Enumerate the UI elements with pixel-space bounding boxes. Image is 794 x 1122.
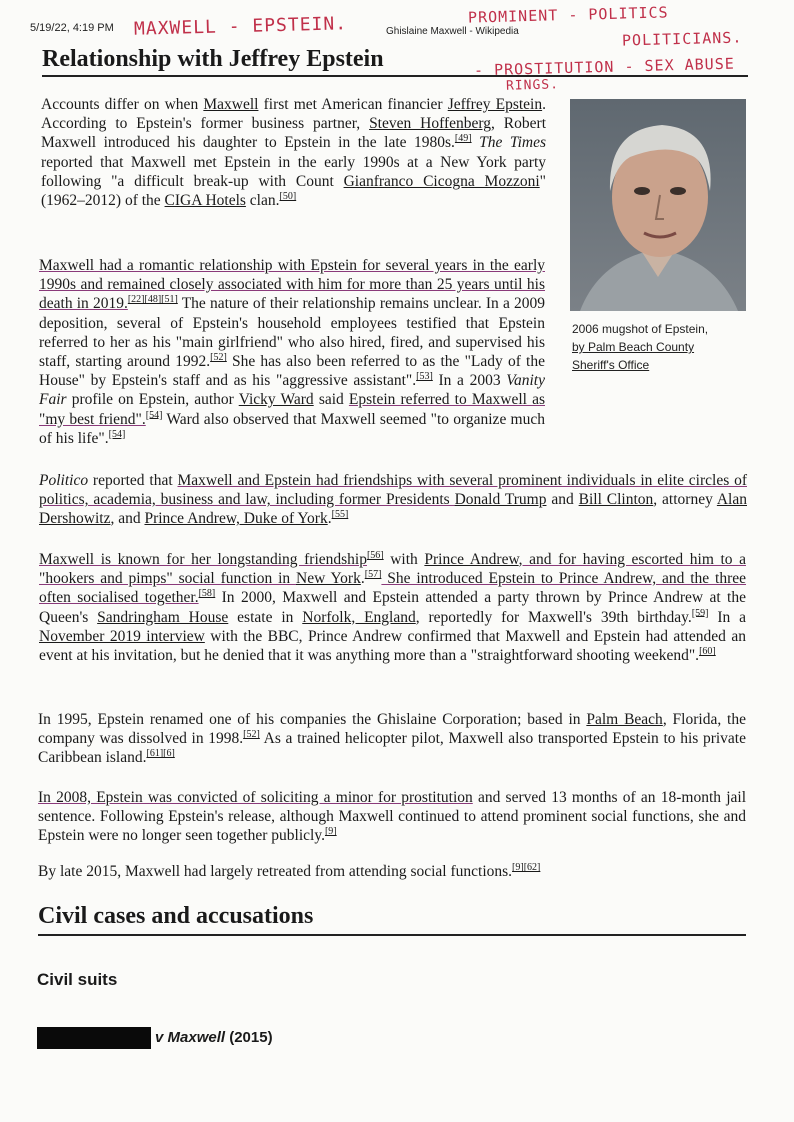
handwritten-note-prominent: PROMINENT - POLITICS bbox=[467, 3, 669, 27]
paragraph-politico: Politico reported that Maxwell and Epstein had friendships with several prominent individuals in elite circles of politics, academia, business and law, including former Presidents Donald Trump and Bill Clinton, attorney Alan Dershowitz, and Prince Andrew, Duke of York.[55] bbox=[39, 472, 747, 528]
paragraph-ghislaine-corporation: In 1995, Epstein renamed one of his companies the Ghislaine Corporation; based in Palm Beach, Florida, the company was dissolved in 1998.[52] As a trained helicopter pilot, Maxwell also transported Epstein to his private Caribbean island.[61][6] bbox=[38, 711, 746, 767]
citation-54-b[interactable]: [54] bbox=[108, 428, 126, 440]
section-heading-relationship: Relationship with Jeffrey Epstein bbox=[42, 44, 748, 77]
link-november-2019-interview[interactable]: November 2019 interview bbox=[39, 627, 205, 645]
caption-link-sheriff[interactable]: Sheriff's Office bbox=[572, 358, 650, 372]
link-gianfranco[interactable]: Gianfranco Cicogna Mozzoni bbox=[343, 172, 540, 190]
link-prince-andrew-duke[interactable]: Prince Andrew, Duke of York bbox=[144, 510, 328, 528]
underlined-relationship: Maxwell had a romantic relationship with Epstein for several years in the early 1990s and remained closely associated with him for more than 25 years until his death in 2019. bbox=[39, 257, 545, 313]
paragraph-late-2015: By late 2015, Maxwell had largely retreated from attending social functions.[9][62] bbox=[38, 861, 541, 880]
section-heading-civil-cases: Civil cases and accusations bbox=[38, 900, 746, 936]
link-norfolk-england[interactable]: Norfolk, England bbox=[302, 608, 416, 626]
citation-55[interactable]: [55] bbox=[331, 509, 349, 521]
handwritten-note-rings: RINGS. bbox=[505, 77, 560, 94]
paragraph-2008-conviction: In 2008, Epstein was convicted of soliciting a minor for prostitution and served 13 months of an 18-month jail sentence. Following Epstein's release, although Maxwell continued to attend prominent social functions, she and Epstein were no longer seen together publicly.[9] bbox=[38, 789, 747, 845]
redaction-block bbox=[37, 1027, 151, 1049]
citation-9[interactable]: [9] bbox=[324, 826, 337, 838]
paragraph-first-meeting: Accounts differ on when Maxwell first met American financier Jeffrey Epstein. According to Epstein's former business partner, Steven Hoffenberg, Robert Maxwell introduced his daughter to Epstein in the late 1980s.[49] The Times reported that Maxwell met Epstein in the early 1990s at a New York party following "a difficult break-up with Count Gianfranco Cicogna Mozzoni" (1962–2012) of the CIGA Hotels clan.[50] bbox=[41, 96, 546, 210]
citation-61-6[interactable]: [61][6] bbox=[146, 748, 175, 760]
citation-54-a[interactable]: [54] bbox=[145, 409, 163, 421]
link-bill-clinton[interactable]: Bill Clinton bbox=[578, 491, 654, 509]
underlined-conviction: In 2008, Epstein was convicted of soliciting a minor for prostitution bbox=[38, 789, 473, 806]
caption-line-1: 2006 mugshot of Epstein, bbox=[572, 322, 709, 336]
print-date: 5/19/22, 4:19 PM bbox=[30, 22, 114, 34]
citation-52[interactable]: [52] bbox=[210, 351, 227, 363]
handwritten-note-maxwell-epstein: MAXWELL - EPSTEIN. bbox=[133, 13, 348, 40]
case-title: v Maxwell (2015) bbox=[37, 1027, 273, 1049]
underlined-best-friend: Epstein referred to Maxwell as "my best friend". bbox=[39, 391, 545, 428]
citation-53[interactable]: [53] bbox=[416, 371, 433, 383]
citation-22-48-51[interactable]: [22][48][51] bbox=[127, 294, 178, 306]
epstein-mugshot-photo[interactable] bbox=[570, 99, 746, 311]
citation-9-62[interactable]: [9][62] bbox=[512, 861, 541, 873]
mugshot-caption bbox=[572, 320, 708, 374]
paragraph-romantic-relationship: Maxwell had a romantic relationship with Epstein for several years in the early 1990s and remained closely associated with him for more than 25 years until his death in 2019.[22][48][51] The nature of their relationship remains unclear. In a 2009 deposition, several of Epstein's household employees testified that Epstein referred to her as his "main girlfriend" who also hired, fired, and supervised his staff, starting around 1992.[52] She has also been referred to as the "Lady of the House" by Epstein's staff and as his "aggressive assistant".[53] In a 2003 Vanity Fair profile on Epstein, author Vicky Ward said Epstein referred to Maxwell as "my best friend".[54] Ward also observed that Maxwell seemed "to organize much of his life".[54] bbox=[39, 257, 545, 447]
citation-57[interactable]: [57] bbox=[364, 569, 382, 581]
link-new-york[interactable]: New York bbox=[296, 570, 361, 588]
link-jeffrey-epstein[interactable]: Jeffrey Epstein bbox=[447, 96, 543, 113]
citation-58[interactable]: [58] bbox=[198, 588, 216, 600]
link-alan-dershowitz[interactable]: Alan Dershowitz bbox=[39, 491, 747, 528]
link-maxwell[interactable]: Maxwell bbox=[203, 96, 259, 113]
subheading-civil-suits: Civil suits bbox=[37, 970, 118, 989]
handwritten-note-prostitution: - PROSTITUTION - SEX ABUSE bbox=[473, 54, 736, 80]
citation-59[interactable]: [59] bbox=[691, 607, 709, 619]
mugshot-illustration bbox=[570, 99, 746, 311]
link-steven-hoffenberg[interactable]: Steven Hoffenberg bbox=[369, 115, 492, 133]
citation-60[interactable]: [60] bbox=[699, 645, 716, 657]
times-title: The Times bbox=[479, 134, 546, 152]
link-donald-trump[interactable]: Donald Trump bbox=[454, 491, 547, 509]
politico-title: Politico bbox=[39, 472, 89, 489]
caption-link-palm-beach[interactable]: by Palm Beach County bbox=[572, 340, 695, 354]
print-page-title: Ghislaine Maxwell - Wikipedia bbox=[386, 26, 519, 37]
handwritten-note-politicians: POLITICIANS. bbox=[621, 28, 743, 50]
link-palm-beach[interactable]: Palm Beach bbox=[586, 711, 663, 728]
citation-52-b[interactable]: [52] bbox=[243, 729, 260, 741]
vanity-fair-title: Vanity Fair bbox=[39, 372, 545, 409]
citation-56[interactable]: [56] bbox=[366, 549, 384, 561]
link-sandringham-house[interactable]: Sandringham House bbox=[97, 608, 229, 626]
link-prince-andrew[interactable]: Prince Andrew bbox=[424, 551, 519, 568]
citation-49[interactable]: [49] bbox=[454, 133, 472, 145]
link-vicky-ward[interactable]: Vicky Ward bbox=[238, 391, 314, 409]
link-ciga-hotels[interactable]: CIGA Hotels bbox=[164, 192, 246, 210]
paragraph-prince-andrew: Maxwell is known for her longstanding friendship[56] with Prince Andrew, and for having escorted him to a "hookers and pimps" social function in New York.[57] She introduced Epstein to Prince Andrew, and the three often socialised together.[58] In 2000, Maxwell and Epstein attended a party thrown by Prince Andrew at the Queen's Sandringham House estate in Norfolk, England, reportedly for Maxwell's 39th birthday.[59] In a November 2019 interview with the BBC, Prince Andrew confirmed that Maxwell and Epstein had attended an event at his invitation, but he denied that it was anything more than a "straightforward shooting weekend".[60] bbox=[39, 549, 747, 665]
citation-50[interactable]: [50] bbox=[279, 190, 297, 202]
